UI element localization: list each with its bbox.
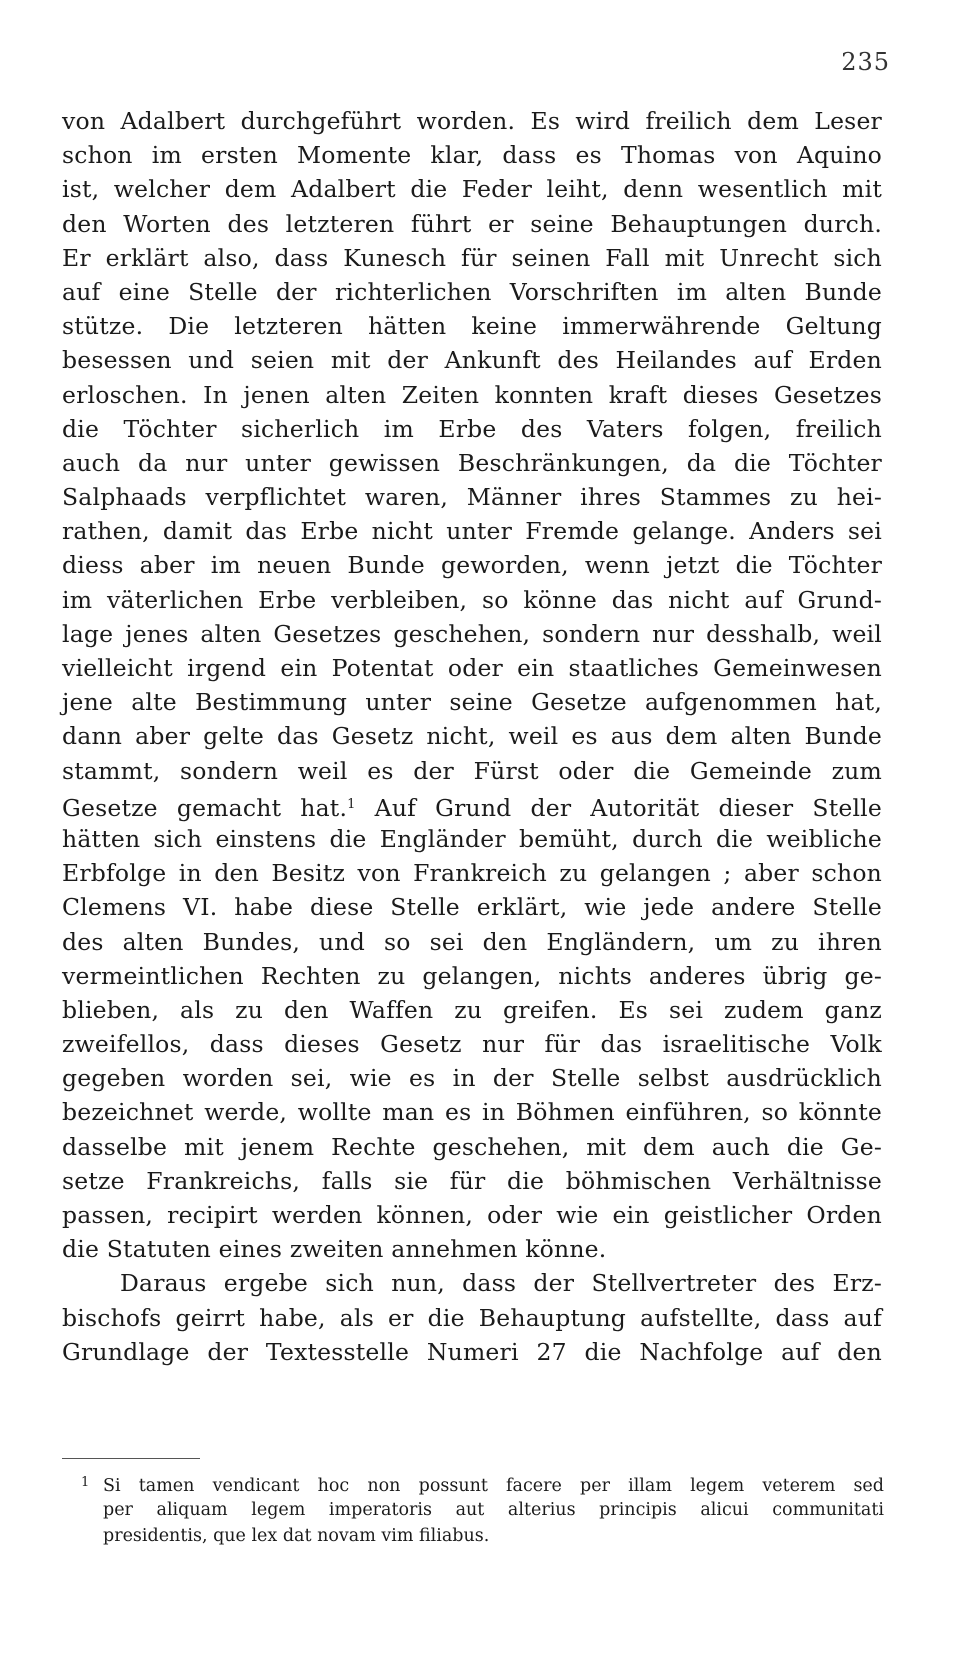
text-line: erloschen. In jenen alten Zeiten konnten kraft dieses Gesetzes xyxy=(62,380,882,409)
footnote-marker: 1 xyxy=(81,1475,90,1490)
text-line-with-footnote-ref xyxy=(62,788,882,822)
paragraph-end-line: die Statuten eines zweiten annehmen könne. xyxy=(62,1235,607,1264)
text-line: stammt, sondern weil es der Fürst oder die Gemeinde zum xyxy=(62,756,882,785)
text-line: den Worten des letzteren führt er seine Behauptungen durch. xyxy=(62,209,882,238)
text-line: vielleicht irgend ein Potentat oder ein staatliches Gemeinwesen xyxy=(62,654,882,682)
text-line: vermeintlichen Rechten zu gelangen, nichts anderes übrig ge- xyxy=(62,961,882,990)
text-line: auch da nur unter gewissen Beschränkungen, da die Töchter xyxy=(62,448,882,477)
footnote-reference[interactable]: 1 xyxy=(347,796,356,812)
text-line: setze Frankreichs, falls sie für die böhmischen Verhältnisse xyxy=(62,1166,882,1195)
text-line: lage jenes alten Gesetzes geschehen, sondern nur desshalb, weil xyxy=(62,619,882,648)
text-line: Er erklärt also, dass Kunesch für seinen Fall mit Unrecht sich xyxy=(62,243,882,272)
text-line: Clemens VI. habe diese Stelle erklärt, wie jede andere Stelle xyxy=(62,893,882,922)
page-number: 235 xyxy=(841,48,890,76)
text-line: stütze. Die letzteren hätten keine immerwährende Geltung xyxy=(62,312,882,341)
text-line: von Adalbert durchgeführt worden. Es wird freilich dem Leser xyxy=(62,107,882,135)
text-line: diess aber im neuen Bunde geworden, wenn jetzt die Töchter xyxy=(62,551,882,580)
text-segment: Gesetze gemacht hat. xyxy=(62,793,348,822)
text-line: des alten Bundes, und so sei den Engländern, um zu ihren xyxy=(62,927,882,956)
footnote-line: per aliquam legem imperatoris aut alterius principis alicui communitati xyxy=(103,1499,884,1520)
text-line: bischofs geirrt habe, als er die Behauptung aufstellte, dass auf xyxy=(62,1303,882,1332)
text-line: auf eine Stelle der richterlichen Vorschriften im alten Bunde xyxy=(62,277,882,306)
text-line: Grundlage der Textesstelle Numeri 27 die Nachfolge auf den xyxy=(62,1337,882,1366)
text-line: passen, recipirt werden können, oder wie ein geistlicher Orden xyxy=(62,1201,882,1229)
footnote-line xyxy=(62,1470,884,1497)
footnote-text: Si tamen vendicant hoc non possunt facere per illam legem veterem sed xyxy=(103,1476,884,1496)
text-line: die Töchter sicherlich im Erbe des Vaters folgen, freilich xyxy=(62,414,882,443)
text-segment: Auf Grund der Autorität dieser Stelle xyxy=(355,793,882,822)
footnotes xyxy=(62,1470,884,1550)
text-line: besessen und seien mit der Ankunft des Heilandes auf Erden xyxy=(62,346,882,375)
text-line: zweifellos, dass dieses Gesetz nur für das israelitische Volk xyxy=(62,1030,882,1059)
text-line: gegeben worden sei, wie es in der Stelle selbst ausdrücklich xyxy=(62,1064,882,1093)
text-line: Salphaads verpflichtet waren, Männer ihres Stammes zu hei- xyxy=(62,483,882,512)
text-line: im väterlichen Erbe verbleiben, so könne das nicht auf Grund- xyxy=(62,585,882,614)
text-line: jene alte Bestimmung unter seine Gesetze aufgenommen hat, xyxy=(62,688,882,717)
text-line: ist, welcher dem Adalbert die Feder leiht, denn wesentlich mit xyxy=(62,175,882,204)
text-line: dann aber gelte das Gesetz nicht, weil es aus dem alten Bunde xyxy=(62,722,882,751)
text-line: schon im ersten Momente klar, dass es Thomas von Aquino xyxy=(62,141,882,170)
footnote-line: presidentis, que lex dat novam vim filiabus. xyxy=(103,1526,490,1546)
paragraph-start-line: Daraus ergebe sich nun, dass der Stellvertreter des Erz- xyxy=(120,1269,882,1298)
text-line: Erbfolge in den Besitz von Frankreich zu gelangen ; aber schon xyxy=(62,859,882,888)
text-line: hätten sich einstens die Engländer bemüht, durch die weibliche xyxy=(62,824,882,853)
footnote-divider xyxy=(62,1458,200,1459)
text-line: blieben, als zu den Waffen zu greifen. Es sei zudem ganz xyxy=(62,995,882,1024)
text-line: bezeichnet werde, wollte man es in Böhmen einführen, so könnte xyxy=(62,1098,882,1127)
main-text xyxy=(62,104,882,1369)
text-line: dasselbe mit jenem Rechte geschehen, mit dem auch die Ge- xyxy=(62,1132,882,1161)
text-line: rathen, damit das Erbe nicht unter Fremde gelange. Anders sei xyxy=(62,517,882,546)
